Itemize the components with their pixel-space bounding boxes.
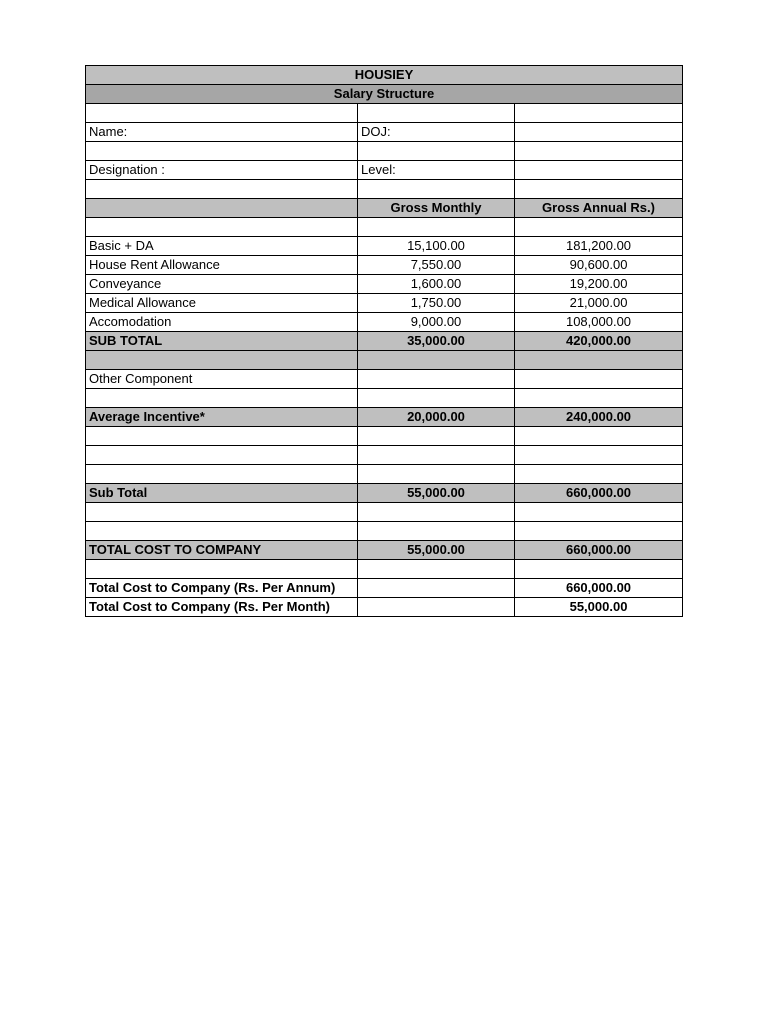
blank-row <box>86 560 683 579</box>
component-row <box>86 313 683 332</box>
sub-total-label: SUB TOTAL <box>86 332 358 351</box>
doj-value-cell <box>515 123 683 142</box>
component-monthly: 9,000.00 <box>358 313 515 332</box>
component-row <box>86 237 683 256</box>
total-ctc-label: TOTAL COST TO COMPANY <box>86 541 358 560</box>
ctc-annum-value: 660,000.00 <box>515 579 683 598</box>
column-header-row <box>86 199 683 218</box>
component-annual: 21,000.00 <box>515 294 683 313</box>
total-ctc-annual: 660,000.00 <box>515 541 683 560</box>
blank-row <box>86 389 683 408</box>
component-annual: 108,000.00 <box>515 313 683 332</box>
designation-label: Designation : <box>86 161 358 180</box>
sub-total-monthly: 35,000.00 <box>358 332 515 351</box>
level-label: Level: <box>358 161 515 180</box>
blank-row <box>86 522 683 541</box>
component-row <box>86 256 683 275</box>
other-component-label: Other Component <box>86 370 358 389</box>
blank-row <box>86 180 683 199</box>
header-blank-cell <box>86 199 358 218</box>
component-monthly: 15,100.00 <box>358 237 515 256</box>
component-annual: 19,200.00 <box>515 275 683 294</box>
subtitle-row <box>86 85 683 104</box>
incentive-row <box>86 408 683 427</box>
ctc-month-value: 55,000.00 <box>515 598 683 617</box>
ctc-month-label: Total Cost to Company (Rs. Per Month) <box>86 598 358 617</box>
blank-row <box>86 503 683 522</box>
incentive-annual: 240,000.00 <box>515 408 683 427</box>
component-annual: 181,200.00 <box>515 237 683 256</box>
component-label: Conveyance <box>86 275 358 294</box>
incentive-monthly: 20,000.00 <box>358 408 515 427</box>
salary-structure-sheet <box>85 65 682 617</box>
sheet-subtitle: Salary Structure <box>86 85 683 104</box>
doj-label: DOJ: <box>358 123 515 142</box>
component-monthly: 7,550.00 <box>358 256 515 275</box>
total-ctc-monthly: 55,000.00 <box>358 541 515 560</box>
gross-annual-header: Gross Annual Rs.) <box>515 199 683 218</box>
component-row <box>86 294 683 313</box>
blank-row <box>86 142 683 161</box>
ctc-month-row <box>86 598 683 617</box>
sub-total-2-label: Sub Total <box>86 484 358 503</box>
component-label: Medical Allowance <box>86 294 358 313</box>
gross-monthly-header: Gross Monthly <box>358 199 515 218</box>
sub-total-2-annual: 660,000.00 <box>515 484 683 503</box>
ctc-annum-row <box>86 579 683 598</box>
component-label: Basic + DA <box>86 237 358 256</box>
component-monthly: 1,600.00 <box>358 275 515 294</box>
sub-total-2-row <box>86 484 683 503</box>
blank-gray-row <box>86 351 683 370</box>
sub-total-2-monthly: 55,000.00 <box>358 484 515 503</box>
component-monthly: 1,750.00 <box>358 294 515 313</box>
blank-row <box>86 104 683 123</box>
salary-table <box>85 65 683 617</box>
blank-row <box>86 446 683 465</box>
blank-row <box>86 427 683 446</box>
sub-total-annual: 420,000.00 <box>515 332 683 351</box>
component-label: House Rent Allowance <box>86 256 358 275</box>
designation-row <box>86 161 683 180</box>
component-row <box>86 275 683 294</box>
blank-row <box>86 465 683 484</box>
level-value-cell <box>515 161 683 180</box>
name-row <box>86 123 683 142</box>
component-annual: 90,600.00 <box>515 256 683 275</box>
sub-total-row <box>86 332 683 351</box>
name-label: Name: <box>86 123 358 142</box>
blank-row <box>86 218 683 237</box>
company-row <box>86 66 683 85</box>
company-name: HOUSIEY <box>86 66 683 85</box>
ctc-annum-label: Total Cost to Company (Rs. Per Annum) <box>86 579 358 598</box>
total-ctc-row <box>86 541 683 560</box>
other-component-row <box>86 370 683 389</box>
incentive-label: Average Incentive* <box>86 408 358 427</box>
component-label: Accomodation <box>86 313 358 332</box>
